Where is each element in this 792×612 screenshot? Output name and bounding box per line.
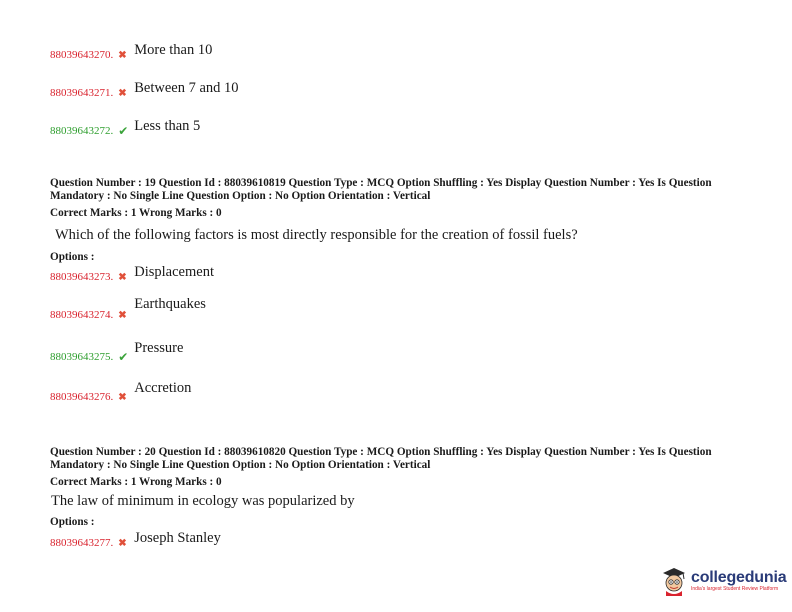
option-text: Joseph Stanley [134, 530, 221, 546]
option-text: More than 10 [134, 42, 213, 58]
option-row [50, 380, 192, 403]
cross-icon: ✖ [118, 310, 127, 321]
option-id: 88039643273. [50, 271, 114, 283]
option-row [50, 82, 239, 99]
cross-icon: ✖ [118, 272, 127, 283]
option-id: 88039643275. [50, 351, 114, 363]
options-label: Options : [50, 516, 95, 528]
option-id: 88039643274. [50, 309, 114, 321]
check-icon: ✔ [118, 124, 129, 138]
option-id: 88039643277. [50, 537, 114, 549]
option-id: 88039643272. [50, 125, 114, 137]
cross-icon: ✖ [118, 88, 127, 99]
option-text: Between 7 and 10 [134, 80, 239, 96]
collegedunia-logo [660, 566, 786, 596]
logo-name: collegedunia [691, 568, 787, 586]
option-text: Pressure [134, 340, 184, 356]
option-text: Displacement [134, 264, 214, 280]
marks-line: Correct Marks : 1 Wrong Marks : 0 [50, 207, 222, 219]
option-id: 88039643270. [50, 49, 114, 61]
question-text: The law of minimum in ecology was popularized by [51, 493, 355, 509]
option-text: Less than 5 [134, 118, 201, 134]
option-row [50, 266, 214, 283]
option-text: Earthquakes [134, 296, 206, 312]
mascot-icon [660, 566, 688, 596]
cross-icon: ✖ [118, 50, 127, 61]
question-text: Which of the following factors is most directly responsible for the creation of fossil fuels? [55, 227, 578, 243]
check-icon: ✔ [118, 350, 129, 364]
cross-icon: ✖ [118, 392, 127, 403]
question-header: Question Number : 19 Question Id : 88039610819 Question Type : MCQ Option Shuffling : Yes Display Question Number : Yes Is Question Mandatory : No Single Line Question Option : No Option Orientation : Vertical [50, 177, 712, 202]
option-id: 88039643276. [50, 391, 114, 403]
marks-line: Correct Marks : 1 Wrong Marks : 0 [50, 476, 222, 488]
option-row [50, 340, 184, 364]
option-row [50, 120, 200, 137]
question-header: Question Number : 20 Question Id : 88039610820 Question Type : MCQ Option Shuffling : Yes Display Question Number : Yes Is Question Mandatory : No Single Line Question Option : No Option Orientation : Vertical [50, 446, 712, 471]
cross-icon: ✖ [118, 538, 127, 549]
option-id: 88039643271. [50, 87, 114, 99]
logo-tagline: India's largest Student Review Platform [691, 585, 779, 592]
options-label: Options : [50, 251, 95, 263]
option-text: Accretion [134, 380, 192, 396]
option-row [50, 532, 221, 549]
option-row [50, 296, 206, 321]
option-row [50, 44, 212, 61]
